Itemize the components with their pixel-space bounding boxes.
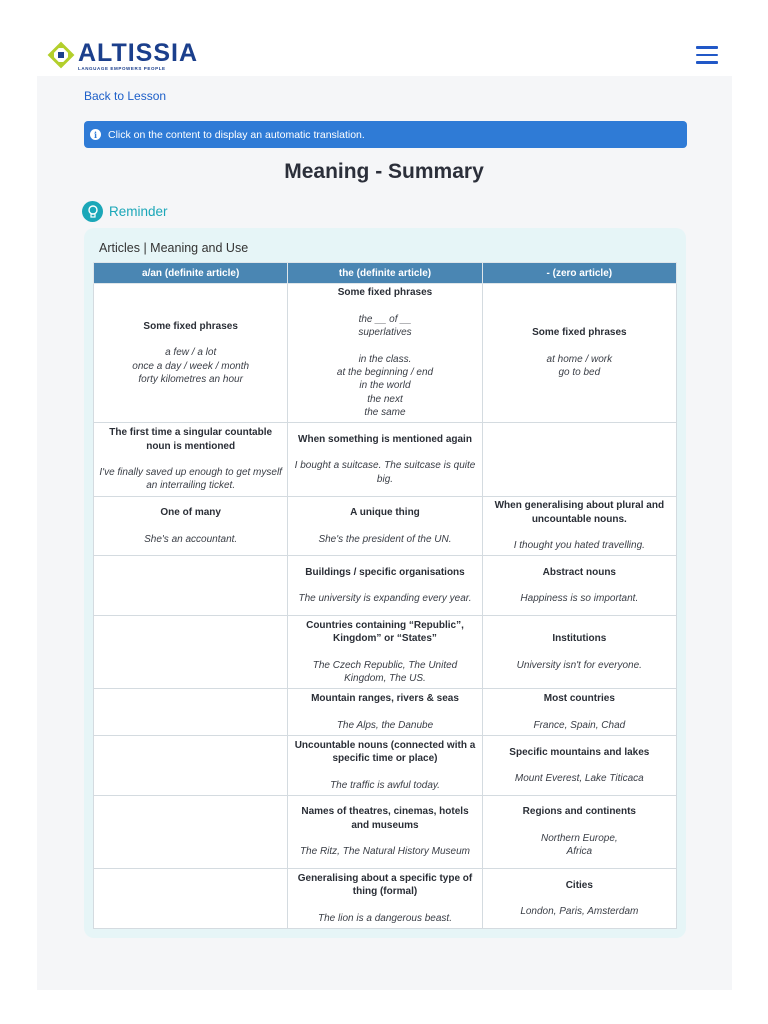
- reminder-heading[interactable]: Articles | Meaning and Use: [99, 241, 249, 255]
- cell-spacer: [292, 706, 477, 719]
- reminder-section-header: [82, 201, 168, 222]
- cell-example: Happiness is so important.: [520, 593, 639, 604]
- table-cell[interactable]: [482, 796, 676, 869]
- cell-spacer: [292, 899, 477, 912]
- cell-example: in the world: [359, 380, 411, 392]
- cell-spacer: [292, 646, 477, 659]
- info-icon: i: [90, 129, 101, 140]
- table-body: [94, 284, 677, 929]
- logo-text: [78, 40, 198, 71]
- cell-spacer: [292, 446, 477, 459]
- cell-example: The traffic is awful today.: [330, 779, 440, 791]
- cell-spacer: [487, 819, 672, 832]
- cell-title: Some fixed phrases: [532, 327, 627, 339]
- cell-title: Some fixed phrases: [337, 287, 433, 299]
- cell-example: The Ritz, The Natural History Museum: [299, 846, 471, 858]
- table-row: [94, 284, 677, 423]
- table-cell[interactable]: [482, 284, 676, 423]
- cell-title: The first time a singular countable noun is mentioned: [109, 427, 273, 452]
- table-cell[interactable]: [94, 616, 288, 689]
- table-cell[interactable]: [288, 736, 482, 796]
- cell-title: One of many: [160, 507, 221, 519]
- cell-example: University isn't for everyone.: [516, 659, 642, 671]
- cell-spacer: [487, 759, 672, 772]
- cell-spacer: [98, 520, 283, 533]
- column-header: a/an (definite article): [94, 263, 288, 284]
- cell-title: Specific mountains and lakes: [509, 746, 650, 758]
- table-row: [94, 736, 677, 796]
- cell-example: Northern Europe,: [540, 832, 618, 844]
- cell-title: Generalising about a specific type of thing (formal): [297, 872, 473, 898]
- cell-spacer: [487, 526, 672, 539]
- column-header: - (zero article): [482, 263, 676, 284]
- cell-spacer: [487, 340, 672, 353]
- table-row: [94, 689, 677, 736]
- cell-example: at home / work: [546, 353, 613, 365]
- table-cell[interactable]: [94, 736, 288, 796]
- cell-spacer: [487, 579, 672, 592]
- table-cell[interactable]: [94, 556, 288, 616]
- cell-spacer: [487, 646, 672, 659]
- cell-spacer: [292, 579, 477, 592]
- reminder-label: Reminder: [109, 204, 168, 219]
- cell-spacer: [98, 333, 283, 346]
- table-header-row: [94, 263, 677, 284]
- table-cell[interactable]: [94, 423, 288, 497]
- table-cell[interactable]: [482, 869, 676, 929]
- articles-summary-table: [93, 262, 677, 929]
- cell-title: A unique thing: [350, 507, 420, 519]
- cell-example: The Alps, the Danube: [336, 719, 434, 731]
- altissia-logo-icon: [46, 40, 76, 70]
- table-cell[interactable]: [288, 556, 482, 616]
- table-row: [94, 869, 677, 929]
- table-cell[interactable]: [94, 284, 288, 423]
- table-cell[interactable]: [94, 796, 288, 869]
- table-cell[interactable]: [482, 689, 676, 736]
- back-to-lesson-link[interactable]: Back to Lesson: [84, 89, 167, 103]
- cell-example: the __ of __: [358, 313, 412, 325]
- table-cell[interactable]: [288, 869, 482, 929]
- cell-title: Countries containing “Republic”, Kingdom” or “States”: [306, 619, 464, 645]
- cell-title: When generalising about plural and uncountable nouns.: [494, 500, 665, 525]
- cell-example: The university is expanding every year.: [298, 593, 472, 604]
- cell-example: the next: [367, 393, 403, 405]
- altissia-logo[interactable]: [46, 40, 198, 71]
- logo-tagline: LANGUAGE EMPOWERS PEOPLE: [78, 66, 166, 71]
- table-cell[interactable]: [288, 284, 482, 423]
- cell-spacer: [292, 832, 477, 845]
- cell-title: When something is mentioned again: [298, 433, 472, 445]
- table-cell[interactable]: [288, 689, 482, 736]
- table-cell[interactable]: [482, 736, 676, 796]
- column-header: the (definite article): [288, 263, 482, 284]
- cell-example: I thought you hated travelling.: [513, 540, 645, 552]
- table-row: [94, 556, 677, 616]
- cell-spacer: [292, 766, 477, 779]
- table-cell[interactable]: [94, 497, 288, 556]
- hamburger-icon[interactable]: [696, 46, 718, 64]
- table-cell[interactable]: [288, 616, 482, 689]
- cell-title: Abstract nouns: [542, 566, 616, 578]
- cell-example: She's an accountant.: [144, 533, 238, 545]
- cell-example: I've finally saved up enough to get myself an interrailing ticket.: [99, 467, 282, 492]
- cell-example: The lion is a dangerous beast.: [318, 912, 452, 924]
- cell-example: London, Paris, Amsterdam: [520, 906, 639, 917]
- cell-example: France, Spain, Chad: [533, 719, 626, 731]
- cell-example: Africa: [566, 846, 593, 858]
- cell-example: forty kilometres an hour: [138, 373, 243, 385]
- table-cell[interactable]: [482, 616, 676, 689]
- translation-info-bar[interactable]: [84, 121, 687, 148]
- table-cell[interactable]: [288, 796, 482, 869]
- table-row: [94, 616, 677, 689]
- cell-title: Institutions: [552, 633, 607, 645]
- cell-spacer: [487, 706, 672, 719]
- cell-example: a few / a lot: [165, 347, 217, 359]
- table-cell[interactable]: [482, 423, 676, 497]
- cell-example: [292, 340, 477, 353]
- table-row: [94, 497, 677, 556]
- logo-wordmark: ALTISSIA: [78, 39, 199, 67]
- cell-example: She's the president of the UN.: [318, 533, 452, 545]
- cell-example: in the class.: [358, 353, 412, 365]
- table-cell[interactable]: [482, 497, 676, 556]
- cell-title: Cities: [565, 879, 593, 891]
- page-title: Meaning - Summary: [284, 160, 484, 183]
- cell-title: Buildings / specific organisations: [305, 566, 465, 578]
- table-cell[interactable]: [94, 689, 288, 736]
- cell-title: Regions and continents: [522, 806, 636, 818]
- table-cell[interactable]: [94, 869, 288, 929]
- cell-spacer: [292, 300, 477, 313]
- cell-title: Most countries: [543, 693, 615, 705]
- cell-example: the same: [364, 407, 406, 419]
- cell-spacer: [292, 520, 477, 533]
- lightbulb-icon: [82, 201, 103, 222]
- cell-example: once a day / week / month: [132, 360, 250, 372]
- cell-example: The Czech Republic, The United Kingdom, The US.: [312, 659, 458, 684]
- cell-example: superlatives: [358, 327, 412, 339]
- cell-example: go to bed: [558, 367, 601, 379]
- table-cell[interactable]: [482, 556, 676, 616]
- cell-example: I bought a suitcase. The suitcase is quite big.: [294, 460, 476, 485]
- table-cell[interactable]: [288, 423, 482, 497]
- cell-spacer: [98, 453, 283, 466]
- table-row: [94, 423, 677, 497]
- table-row: [94, 796, 677, 869]
- cell-example: at the beginning / end: [336, 367, 434, 378]
- top-header: [0, 0, 768, 76]
- cell-title: Some fixed phrases: [143, 320, 238, 332]
- cell-title: Uncountable nouns (connected with a specific time or place): [294, 739, 476, 765]
- cell-example: Mount Everest, Lake Titicaca: [514, 773, 644, 784]
- info-text: Click on the content to display an automatic translation.: [108, 128, 365, 141]
- table-cell[interactable]: [288, 497, 482, 556]
- cell-title: Mountain ranges, rivers & seas: [311, 693, 459, 705]
- cell-title: Names of theatres, cinemas, hotels and museums: [301, 806, 469, 831]
- cell-spacer: [487, 892, 672, 905]
